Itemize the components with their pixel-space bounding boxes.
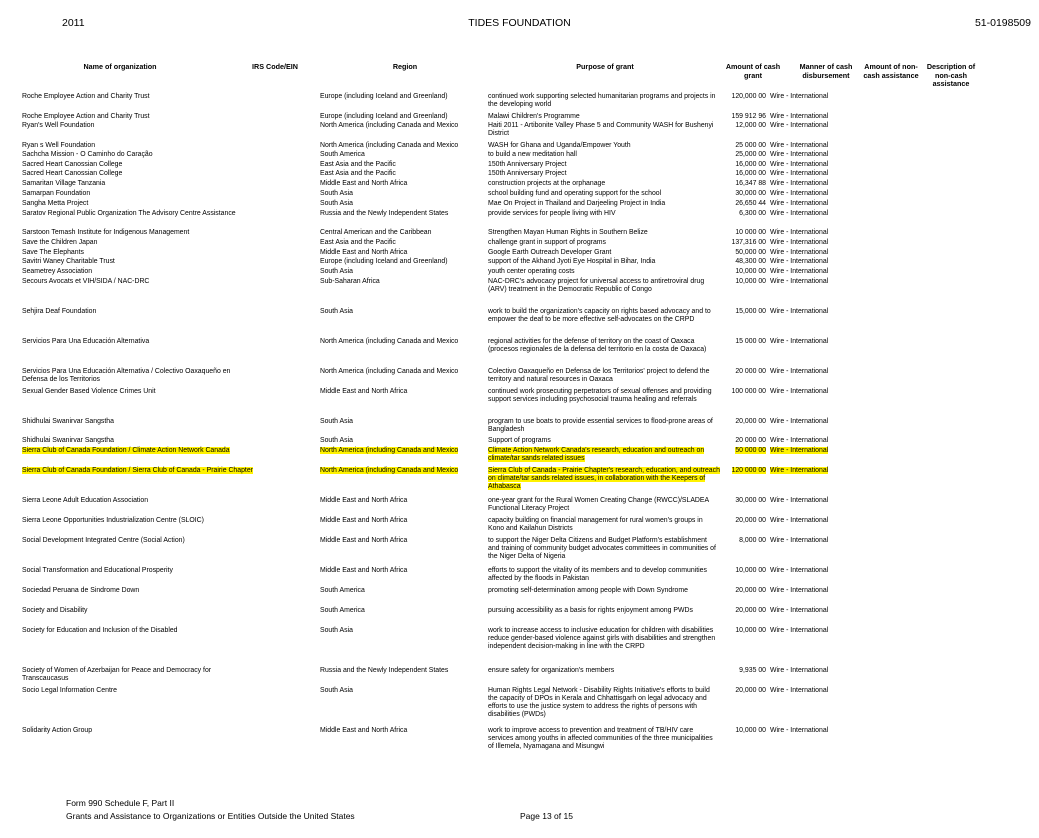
region-cell: South Asia xyxy=(320,687,353,694)
purpose-cell: 150th Anniversary Project xyxy=(488,170,567,177)
amount-cell: 50 000 00 xyxy=(735,447,766,454)
amount-cell: 16,000 00 xyxy=(735,170,766,177)
org-name: Society and Disability xyxy=(22,607,88,614)
col-header-manner: Manner of cash disbursement xyxy=(799,62,853,80)
amount-cell: 20 000 00 xyxy=(735,368,766,375)
org-name: Saratov Regional Public Organization The Advisory Centre Assistance xyxy=(22,210,236,217)
purpose-cell: Google Earth Outreach Developer Grant xyxy=(488,249,612,256)
purpose-cell: construction projects at the orphanage xyxy=(488,180,606,187)
region-cell: North America (including Canada and Mexico xyxy=(320,447,459,454)
disbursement-cell: Wire - International xyxy=(770,93,829,100)
disbursement-cell: Wire - International xyxy=(770,268,829,275)
org-name: Secours Avocats et VIH/SIDA / NAC-DRC xyxy=(22,278,150,285)
region-cell: Europe (including Iceland and Greenland) xyxy=(320,258,448,265)
org-name: Servicios Para Una Educación Alternativa / Colectivo Oaxaqueño en Defensa de los Territorios xyxy=(22,368,231,383)
org-name: Social Transformation and Educational Prosperity xyxy=(22,567,173,574)
disbursement-cell: Wire - International xyxy=(770,170,829,177)
region-cell: Middle East and North Africa xyxy=(320,537,408,544)
page-number: Page 13 of 15 xyxy=(520,811,573,821)
amount-cell: 10,000 00 xyxy=(735,627,766,634)
region-cell: Central American and the Caribbean xyxy=(320,229,432,236)
report-year: 2011 xyxy=(62,17,85,29)
disbursement-cell: Wire - International xyxy=(770,142,829,149)
purpose-cell: Sierra Club of Canada - Prairie Chapter's research, education, and outreach on climate/tar sands related issues, in collaboration with the Keepers of Athabasca xyxy=(488,467,720,490)
disbursement-cell: Wire - International xyxy=(770,437,829,444)
disbursement-cell: Wire - International xyxy=(770,627,829,634)
disbursement-cell: Wire - International xyxy=(770,567,829,574)
org-name: Society for Education and Inclusion of the Disabled xyxy=(22,627,178,634)
amount-cell: 10,000 00 xyxy=(735,268,766,275)
region-cell: South Asia xyxy=(320,627,353,634)
purpose-cell: youth center operating costs xyxy=(488,268,575,275)
disbursement-cell: Wire - International xyxy=(770,258,829,265)
region-cell: North America (including Canada and Mexico xyxy=(320,122,459,129)
region-cell: South Asia xyxy=(320,437,353,444)
purpose-cell: Climate Action Network Canada's research, education and outreach on climate/tar sands related issues xyxy=(488,447,705,462)
org-name: Servicios Para Una Educación Alternativa xyxy=(22,338,150,345)
col-header-noncash-desc: Description of non-cash assistance xyxy=(926,62,976,88)
org-name: Ryan's Well Foundation xyxy=(22,122,95,129)
amount-cell: 20,000 00 xyxy=(735,517,766,524)
region-cell: Middle East and North Africa xyxy=(320,497,408,504)
org-name: Sehjira Deaf Foundation xyxy=(22,308,97,315)
purpose-cell: one-year grant for the Rural Women Creating Change (RWCC)/SLADEA Functional Literacy Project xyxy=(488,497,709,512)
disbursement-cell: Wire - International xyxy=(770,308,829,315)
region-cell: East Asia and the Pacific xyxy=(320,161,396,168)
org-name: Sierra Leone Adult Education Association xyxy=(22,497,149,504)
footer-form: Form 990 Schedule F, Part II xyxy=(66,798,175,808)
amount-cell: 12,000 00 xyxy=(735,122,766,129)
disbursement-cell: Wire - International xyxy=(770,607,829,614)
org-name: Sachcha Mission - O Caminho do Caração xyxy=(22,151,153,158)
region-cell: South America xyxy=(320,607,365,614)
org-name: Sierra Club of Canada Foundation / Climate Action Network Canada xyxy=(22,447,230,454)
disbursement-cell: Wire - International xyxy=(770,239,829,246)
amount-cell: 159 912 96 xyxy=(731,113,766,120)
purpose-cell: 150th Anniversary Project xyxy=(488,161,567,168)
region-cell: Russia and the Newly Independent States xyxy=(320,210,449,217)
purpose-cell: program to use boats to provide essential services to flood-prone areas of Bangladesh xyxy=(488,418,713,433)
org-name: Solidarity Action Group xyxy=(22,727,93,734)
purpose-cell: Support of programs xyxy=(488,437,551,444)
purpose-cell: continued work prosecuting perpetrators of sexual offenses and providing support services including psychosocial trauma healing and referrals xyxy=(488,388,712,403)
region-cell: Middle East and North Africa xyxy=(320,249,408,256)
amount-cell: 20,000 00 xyxy=(735,607,766,614)
purpose-cell: work to increase access to inclusive education for children with disabilities reduce gender-based violence against girls with disabilities and strengthen independent decision-making in line with the CRPD xyxy=(488,627,716,650)
region-cell: South Asia xyxy=(320,418,353,425)
disbursement-cell: Wire - International xyxy=(770,338,829,345)
purpose-cell: work to improve access to prevention and treatment of TB/HIV care services among youths in affected communities of the three municipalities of Illemela, Nyamagana and Misungwi xyxy=(488,727,713,750)
amount-cell: 20,000 00 xyxy=(735,418,766,425)
region-cell: Middle East and North Africa xyxy=(320,517,408,524)
amount-cell: 10 000 00 xyxy=(735,229,766,236)
org-name: Social Development Integrated Centre (Social Action) xyxy=(22,537,185,544)
region-cell: Middle East and North Africa xyxy=(320,727,408,734)
disbursement-cell: Wire - International xyxy=(770,467,829,474)
region-cell: North America (including Canada and Mexico xyxy=(320,338,459,345)
org-name: Sacred Heart Canossian College xyxy=(22,170,123,177)
org-name: Shidhulai Swanirvar Sangstha xyxy=(22,437,114,444)
amount-cell: 16,347 88 xyxy=(735,180,766,187)
region-cell: Europe (including Iceland and Greenland) xyxy=(320,93,448,100)
disbursement-cell: Wire - International xyxy=(770,180,829,187)
amount-cell: 20,000 00 xyxy=(735,587,766,594)
col-header-name: Name of organization xyxy=(83,62,157,71)
org-name: Sexual Gender Based Violence Crimes Unit xyxy=(22,388,156,395)
disbursement-cell: Wire - International xyxy=(770,388,829,395)
region-cell: North America (including Canada and Mexico xyxy=(320,142,459,149)
purpose-cell: efforts to support the vitality of its members and to develop communities affected by the floods in Pakistan xyxy=(488,567,707,582)
col-header-amount: Amount of cash grant xyxy=(725,62,781,80)
region-cell: South Asia xyxy=(320,308,353,315)
amount-cell: 26,650 44 xyxy=(735,200,766,207)
amount-cell: 25,000 00 xyxy=(735,151,766,158)
disbursement-cell: Wire - International xyxy=(770,210,829,217)
region-cell: Middle East and North Africa xyxy=(320,388,408,395)
purpose-cell: ensure safety for organization's members xyxy=(488,667,615,674)
amount-cell: 48,300 00 xyxy=(735,258,766,265)
purpose-cell: work to build the organization's capacity on rights based advocacy and to empower the deaf to be more effective self-advocates on the CRPD xyxy=(488,308,711,323)
region-cell: East Asia and the Pacific xyxy=(320,239,396,246)
purpose-cell: regional activities for the defense of territory on the coast of Oaxaca (procesos regionales de la defensa del territorio en la costa de Oaxaca) xyxy=(488,338,707,353)
org-name: Sociedad Peruana de Sindrome Down xyxy=(22,587,140,594)
disbursement-cell: Wire - International xyxy=(770,113,829,120)
disbursement-cell: Wire - International xyxy=(770,368,829,375)
amount-cell: 15,000 00 xyxy=(735,308,766,315)
disbursement-cell: Wire - International xyxy=(770,229,829,236)
amount-cell: 30,000 00 xyxy=(735,497,766,504)
purpose-cell: Strengthen Mayan Human Rights in Southern Belize xyxy=(488,229,648,236)
amount-cell: 10,000 00 xyxy=(735,727,766,734)
amount-cell: 10,000 00 xyxy=(735,278,766,285)
org-name: Sangha Metta Project xyxy=(22,200,89,207)
org-name: Save the Children Japan xyxy=(22,239,98,246)
amount-cell: 50,000 00 xyxy=(735,249,766,256)
purpose-cell: WASH for Ghana and Uganda/Empower Youth xyxy=(488,142,631,149)
org-name: Samaritan Village Tanzania xyxy=(22,180,106,187)
purpose-cell: support of the Akhand Jyoti Eye Hospital in Bihar, India xyxy=(488,258,656,265)
amount-cell: 137,316 00 xyxy=(731,239,766,246)
purpose-cell: Colectivo Oaxaqueño en Defensa de los Territorios' project to defend the territory and natural resources in Oaxaca xyxy=(488,368,710,383)
disbursement-cell: Wire - International xyxy=(770,447,829,454)
disbursement-cell: Wire - International xyxy=(770,537,829,544)
region-cell: South America xyxy=(320,151,365,158)
purpose-cell: Mae On Project in Thailand and Darjeeling Project in India xyxy=(488,200,666,207)
region-cell: Sub-Saharan Africa xyxy=(320,278,380,285)
disbursement-cell: Wire - International xyxy=(770,667,829,674)
org-name: Sarstoon Temash Institute for Indigenous Management xyxy=(22,229,190,236)
amount-cell: 16,000 00 xyxy=(735,161,766,168)
org-name: Roche Employee Action and Charity Trust xyxy=(22,93,150,100)
amount-cell: 15 000 00 xyxy=(735,338,766,345)
purpose-cell: provide services for people living with HIV xyxy=(488,210,616,217)
amount-cell: 25 000 00 xyxy=(735,142,766,149)
org-name: Socio Legal Information Centre xyxy=(22,687,117,694)
purpose-cell: continued work supporting selected humanitarian programs and projects in the developing world xyxy=(488,93,716,108)
disbursement-cell: Wire - International xyxy=(770,497,829,504)
disbursement-cell: Wire - International xyxy=(770,161,829,168)
footer-description: Grants and Assistance to Organizations or Entities Outside the United States xyxy=(66,811,355,821)
region-cell: South America xyxy=(320,587,365,594)
region-cell: North America (including Canada and Mexico xyxy=(320,368,459,375)
org-name: Sierra Club of Canada Foundation / Sierra Club of Canada - Prairie Chapter xyxy=(22,467,253,474)
purpose-cell: NAC-DRC's advocacy project for universal access to antiretroviral drug (ARV) treatment in the Democratic Republic of Congo xyxy=(488,278,705,293)
purpose-cell: to build a new meditation hall xyxy=(488,151,577,158)
region-cell: Middle East and North Africa xyxy=(320,567,408,574)
org-name: Seametrey Association xyxy=(22,268,93,275)
amount-cell: 8,000 00 xyxy=(739,537,766,544)
org-name: Society of Women of Azerbaijan for Peace and Democracy for Transcaucasus xyxy=(22,667,212,682)
region-cell: South Asia xyxy=(320,200,353,207)
purpose-cell: challenge grant in support of programs xyxy=(488,239,606,246)
purpose-cell: Haiti 2011 - Artibonite Valley Phase 5 and Community WASH for Bushenyi District xyxy=(488,122,714,137)
disbursement-cell: Wire - International xyxy=(770,151,829,158)
org-name: Savitri Waney Charitable Trust xyxy=(22,258,115,265)
disbursement-cell: Wire - International xyxy=(770,418,829,425)
org-name: Sacred Heart Canossian College xyxy=(22,161,123,168)
region-cell: Russia and the Newly Independent States xyxy=(320,667,449,674)
amount-cell: 20 000 00 xyxy=(735,437,766,444)
amount-cell: 120,000 00 xyxy=(731,93,766,100)
disbursement-cell: Wire - International xyxy=(770,190,829,197)
org-name: Save The Elephants xyxy=(22,249,84,256)
region-cell: South Asia xyxy=(320,268,353,275)
amount-cell: 10,000 00 xyxy=(735,567,766,574)
disbursement-cell: Wire - International xyxy=(770,517,829,524)
org-name: Ryan s Well Foundation xyxy=(22,142,96,149)
ein-number: 51-0198509 xyxy=(974,17,1031,29)
disbursement-cell: Wire - International xyxy=(770,727,829,734)
amount-cell: 6,300 00 xyxy=(739,210,766,217)
region-cell: South Asia xyxy=(320,190,353,197)
amount-cell: 20,000 00 xyxy=(735,687,766,694)
purpose-cell: Malawi Children's Programme xyxy=(488,113,580,120)
disbursement-cell: Wire - International xyxy=(770,200,829,207)
purpose-cell: school building fund and operating support for the school xyxy=(488,190,662,197)
disbursement-cell: Wire - International xyxy=(770,249,829,256)
purpose-cell: to support the Niger Delta Citizens and Budget Platform's establishment and training of community budget advocates committees in communities of the Niger Delta of Nigeria xyxy=(488,537,716,560)
org-name: Roche Employee Action and Charity Trust xyxy=(22,113,150,120)
purpose-cell: pursuing accessibility as a basis for rights enjoyment among PWDs xyxy=(488,607,693,614)
col-header-irs: IRS Code/EIN xyxy=(252,62,298,71)
org-name: Samarpan Foundation xyxy=(22,190,91,197)
col-header-purpose: Purpose of grant xyxy=(576,62,634,71)
region-cell: North America (including Canada and Mexico xyxy=(320,467,459,474)
purpose-cell: capacity building on financial management for rural women's groups in Kono and Kailahun Districts xyxy=(488,517,703,532)
disbursement-cell: Wire - International xyxy=(770,687,829,694)
region-cell: Middle East and North Africa xyxy=(320,180,408,187)
foundation-title: TIDES FOUNDATION xyxy=(468,17,571,29)
col-header-region: Region xyxy=(392,62,418,71)
disbursement-cell: Wire - International xyxy=(770,278,829,285)
org-name: Sierra Leone Opportunities Industrialization Centre (SLOIC) xyxy=(22,517,204,524)
disbursement-cell: Wire - International xyxy=(770,587,829,594)
purpose-cell: promoting self-determination among people with Down Syndrome xyxy=(488,587,688,594)
amount-cell: 100 000 00 xyxy=(731,388,766,395)
org-name: Shidhulai Swanirvar Sangstha xyxy=(22,418,114,425)
amount-cell: 9,935 00 xyxy=(739,667,766,674)
amount-cell: 30,000 00 xyxy=(735,190,766,197)
disbursement-cell: Wire - International xyxy=(770,122,829,129)
region-cell: East Asia and the Pacific xyxy=(320,170,396,177)
purpose-cell: Human Rights Legal Network - Disability Rights Initiative's efforts to build the capacity of DPOs in Kerala and Chhattisgarh on legal advocacy and efforts to use the justice system to address the rights of persons with disabilities (PWDs) xyxy=(488,687,710,718)
amount-cell: 120 000 00 xyxy=(731,467,766,474)
col-header-noncash-amount: Amount of non-cash assistance xyxy=(863,62,919,80)
region-cell: Europe (including Iceland and Greenland) xyxy=(320,113,448,120)
